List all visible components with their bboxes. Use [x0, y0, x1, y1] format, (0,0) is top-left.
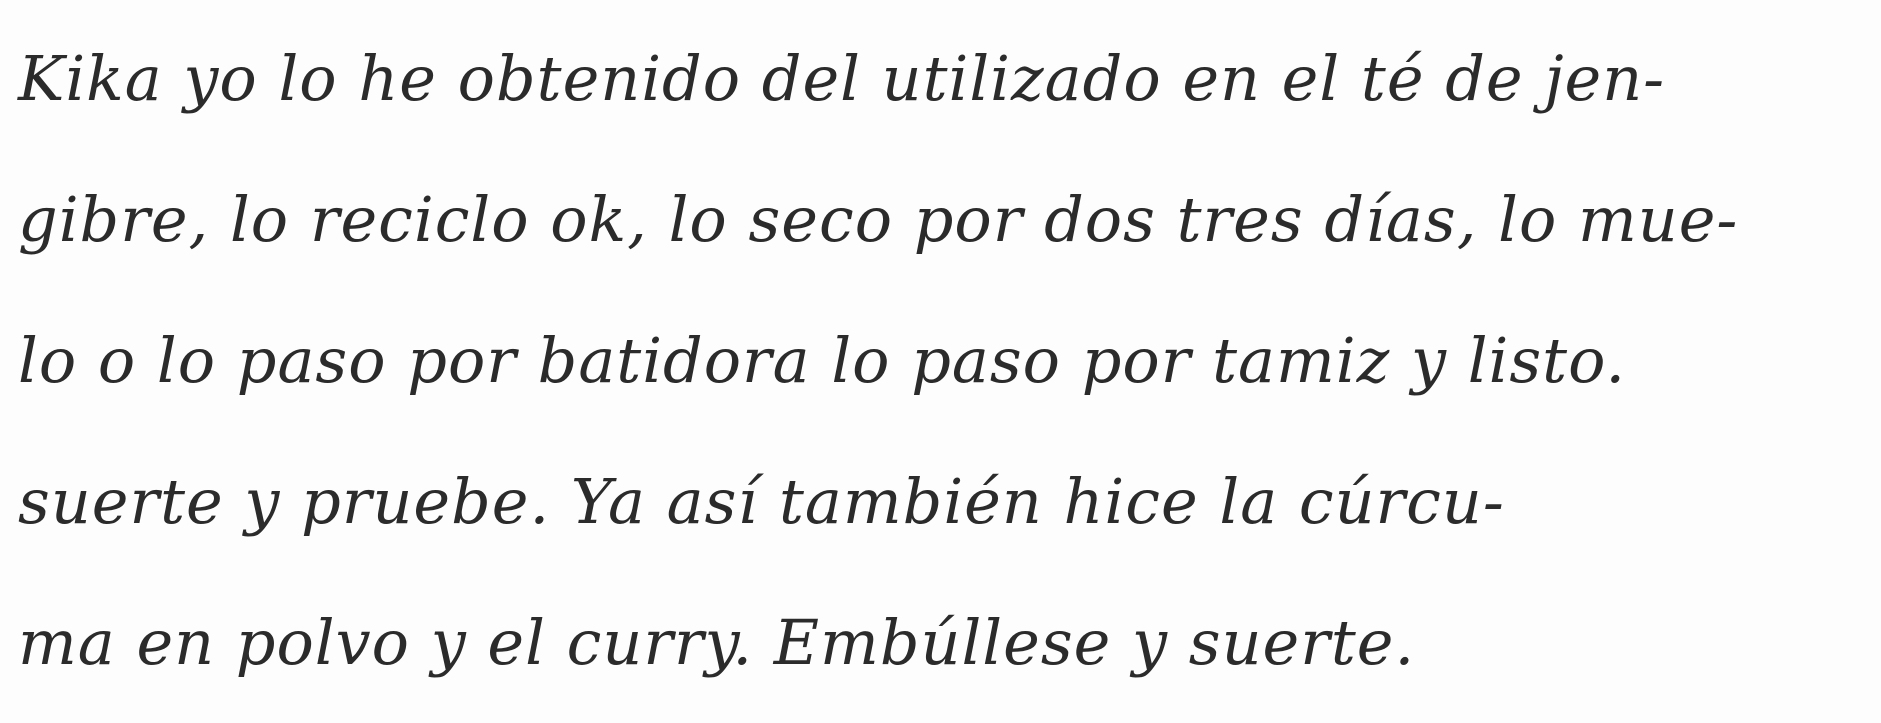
text-line-3: lo o lo paso por batidora lo paso por tamiz y listo. [18, 324, 1627, 397]
text-line-5: ma en polvo y el curry. Embúllese y suerte. [18, 606, 1416, 679]
text-line-1: Kika yo lo he obtenido del utilizado en el té de jen- [18, 42, 1666, 115]
text-line-4: suerte y pruebe. Ya así también hice la cúrcu- [18, 465, 1505, 538]
handwritten-text [18, 8, 1858, 713]
text-line-2: gibre, lo reciclo ok, lo seco por dos tres días, lo mue- [18, 183, 1739, 256]
